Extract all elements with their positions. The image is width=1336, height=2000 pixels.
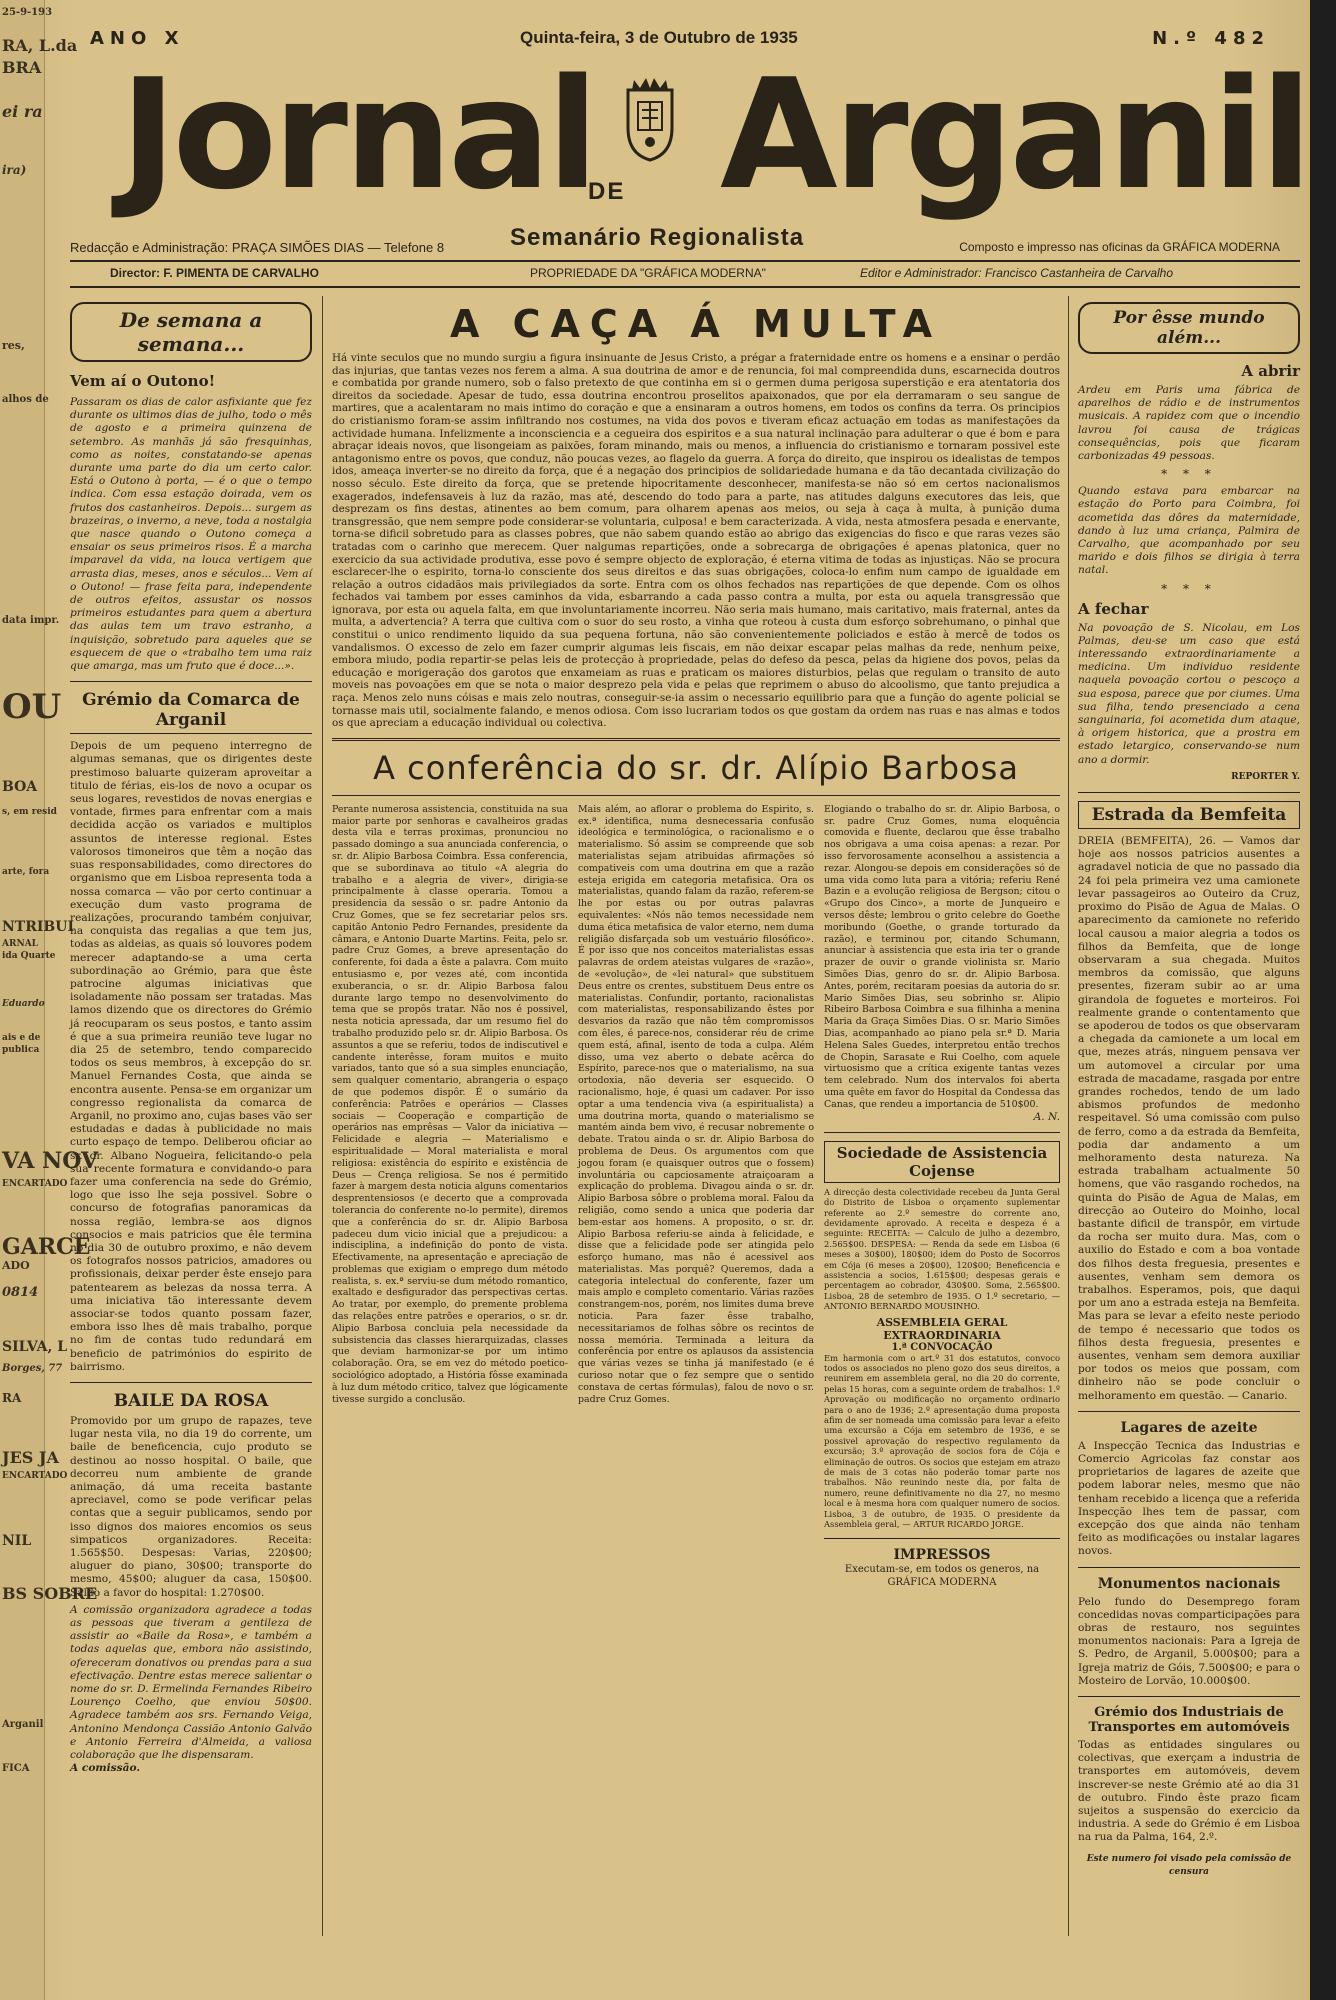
article-body-conf-1: Perante numerosa assistencia, constituida na sua maior parte por senhoras e cavalheiros gradas desta vila e terras proximas, pronunciou no passado domingo a sua anunciada conferencia, o sr. dr. Alipio Barbosa Coimbra. Essa conferencia, que se subordinava ao titulo «A alegria do trabalho e a alegria de viver», dirigia-se principalmente à classe operaria. Tomou a presidencia da sessão o sr. padre Antonio da Cruz Gomes, que se fez secretariar pelos srs. capitão Antonio Pedro Fernandes, presidente da câmara, e Antonio Duarte Martins. Feita, pelo sr. padre Cruz Gomes, a breve apresentação do conferente, foi dada a êste a palavra. Com muito entusiasmo e, por vezes até, com incontida exuberancia, o sr. dr. Alipio Barbosa falou durante largo tempo no desenvolvimento do tema que se propôs tratar. Não nos é possivel, nesta noticia apressada, dar um resumo fiel do trabalho produzido pelo sr. dr. Alipio Barbosa. Os assuntos a que se referiu, todos de indiscutivel e candente interêsse, foram muitos e muito variados, tanto que só a sua simples enunciação, sem qualquer comentario, abrangeria o espaço de que podemos dispôr. É o sumário da conferência: Patrões e operários — Classes sociais — Cooperação e compartição de operários nas emprêsas — Valor da iniciativa — Felicidade e alegria — Materialismo e espiritualidade — Moral materialista e moral religiosa: existência do espírito e existência de Deus — Crença religiosa. Se nos é permitido fazer à margem desta noticia alguns comentarios desprentensiosos (e decerto que a comprovada tolerancia do conferente no-lo permite), diremos que a conferência do sr. dr. Alipio Barbosa padeceu dum vicio inicial que a prejudicou: a indisciplina, a indefinição do ponto de vista. Efectivamente, na apresentação e apreciação de problemas que exigiam o emprego dum método realista, s. ex.ª serviu-se dum método romantico, exaltado e desfigurador das perspectivas certas. Ao tratar, por exemplo, do premente problema das relações entre patrões e operarios, o sr. dr. Alipio Barbosa concluia pela necessidade da subsistencia das classes hierarquizadas, classes que deviam harmonizar-se por um intimo colaboração. Ora, se em vez do método poetico-sociológico adoptado, a História fôsse examinada à luz dum método critico, talvez que lógicamente tivesse surgido a conclusão. xyxy=(332,803,568,1405)
article-title-abrir: A abrir xyxy=(1241,362,1300,380)
article-title-caca-multa: A CAÇA Á MULTA xyxy=(449,302,943,346)
article-title-assembleia: ASSEMBLEIA GERAL EXTRAORDINARIA xyxy=(876,1315,1008,1342)
article-body-conf-3: Elogiando o trabalho do sr. dr. Alipio Barbosa, o sr. padre Cruz Gomes, numa eloquência comovida e fluente, declarou que êsse trabalho nos obrigava a uma coisa apenas: a rezar. Por isso fervorosamente aconselhou a assistencia a rezar. Alongou-se depois em considerações só de uma vida como luta para a vitória; referiu René Bazin e a evolução religiosa de Bergson; citou o «Grupo dos Cinco», a morte de Junqueiro e versos dêste; lembrou o grito celebre do Goethe moribundo (Goethe, o grande torturado da razão), e terminou por, citando Schumann, anunciar à assistencia que esta iria ter o grande prazer de ouvir o grande violinista sr. Mario Simões Dias, genro do sr. dr. Alipio Barbosa. Antes, porém, recitaram poesias da autoria do sr. Mario Simões Dias, seu sobrinho sr. Alipio Ribeiro Barbosa Coimbra e sua filhinha a menina Maria da Graça Simões Dias. O sr. Mario Simões Dias, acompanhado ao piano pela sr.ª D. Maria Helena Sales Guedes, interpretou então trechos de Chopin, Sarasate e Rui Coelho, com aquele virtuosismo que a crítica exigente tantas vezes tem celebrado. Num dos intervalos foi aberta uma quête em favor do Hospital da Condessa das Canas, que rendeu a importancia de 510$00. xyxy=(824,803,1060,1110)
article-body-baile-thanks: A comissão organizadora agradece a todas as pessoas que tiveram a gentileza de assistir ao «Baile da Rosa», e também a todas aquelas que, embora não assistindo, ofereceram donativos ou prendas para a sua efectivação. Dentre estas merece salientar o nome do sr. D. Ermelinda Fernandes Ribeiro Lourenço Coelho, que enviou 50$00. Agradece também aos srs. Fernando Veiga, Antonino Mendonça Cassião Antonio Galvão e Antonio Ferreira d'Almeida, a valiosa colaboração que lhe dispensaram. xyxy=(70,1603,312,1762)
director-label: Director: F. PIMENTA DE CARVALHO xyxy=(110,266,319,280)
article-signature: A. N. xyxy=(1033,1110,1060,1123)
article-title-baile: BAILE DA ROSA xyxy=(113,1391,269,1412)
column-rule-2 xyxy=(1068,296,1069,1936)
binding-edge xyxy=(1310,0,1336,2000)
section-kicker-mundo: Por êsse mundo além... xyxy=(1078,302,1300,354)
masthead-subtitle: Semanário Regionalista xyxy=(510,224,805,251)
page-frame xyxy=(70,24,1309,1964)
article-body-baile: Promovido por um grupo de rapazes, teve lugar nesta vila, no dia 19 do corrente, um baile de beneficencia, cujo produto se destinou ao nosso hospital. O baile, que decorreu num ambiente de grande animação, dá uma receita bastante apreciavel, como se pode verificar pelas contas que a seguir publicamos, sendo por isso dignos dos maiores encomios os seus simpaticos organizadores. Receita: 1.565$50. Despesas: Varias, 220$00; aluguer do piano, 30$00; transporte do mesmo, 45$00; aluguer da casa, 150$00. Saldo a favor do hospital: 1.270$00. xyxy=(70,1415,312,1599)
article-body-caca-multa: Há vinte seculos que no mundo surgiu a figura insinuante de Jesus Cristo, a prégar a fraternidade entre os homens e a ensinar o perdão das injurias, que tantas vezes nos ferem a alma. A sua doutrina de amor e de renuncia, foi mal compreendida duns, escarnecida doutros e combatida por grande numero, sob o falso pretexto de que continha em si o germen duma perigosa superstição e era atentatoria dos direitos da sociedade. Apesar de tudo, essa doutrina encontrou proselitos apaixonados, que por ela derramaram o seu sangue de martires, que a acalentaram no mais intimo do coração e que a ensinaram a outros homens, em todos os confins da terra. Os principios do cristianismo foram-se assim infiltrando nos costumes, na vida dos povos e tiveram eficaz actuação em todas as manifestações da actividade humana. Infelizmente a inconsciencia e a cegueira dos espiritos e a sua natural inclinação para adulterar o que é bom e para abraçar ideais novos, que lisongeiam as paixões, foram minando, mais ou menos, a influencia do cristianismo e tornaram possivel este antagonismo entre os povos, que conduz, não poucas vezes, ao flagelo da guerra. A força do direito, que inspirou os idealistas de tempos idos, ameaça inverter-se no direito da força, que é a negação dos principios de solidariedade humana e da tão decantada civilização do nosso século. Este direito da força, que se pretende hipocritamente desconhecer, manifesta-se não só em certos nacionalismos exagerados, indefensaveis à luz da razão, mas até, descendo do todo para a parte, nas atitudes dalguns executores das leis, que desprezam os fins destas, atinentes ao bem comum, para olharem apenas aos meios, ou seja à caça à multa, à punição duma transgressão, que nem sempre pode considerar-se voluntaria, culposa! e bem caracterizada. A vida, nesta atmosfera pesada e enervante, torna-se dificil sobretudo para as classes pobres, que não sabem quando estão ao abrigo das exigencias do fisco e que raras vezes são tratadas com o carinho que merecem. Quer nalgumas repartições, onde a sobrecarga de obrigações é apenas platonica, quer no exercicio da sua actividade produtiva, esse povo é sempre objecto de exploração, é eterna vitima de todas as injustiças. Não se procura esclarecer-lhe o espirito, torna-lo consciente dos seus direitos e das suas obrigações, coloca-lo enfim num campo de igualdade em relação a outros cidadãos mais privilegiados da sorte. Entra com os olhos fechados nas repartições de que depende. Com os olhos fechados vai tambem por esses caminhos da vida, esbarrando a cada passo contra a multa, por esta ou aquela transgressão que ignorava, por esta ou aquela falta, em que involuntariamente incorreu. Não seria mais humano, mais caritativo, mais fraternal, antes da multa, a advertencia? A terra que cultiva com o suor do seu rosto, a vinha que roteou à custa dum esforço sobrehumano, o pinhal que constitui o unico rendimento liquido da sua pequena fortuna, não são convenientemente policiados e estão à mercê de todos os vandalismos. O excesso de zelo em fazer cumprir algumas leis fiscais, em não deixar escapar pelas malhas da rede, nenhum peixe, embora miudo, podia repartir-se pelas leis de protecção à propriedade, pelas do defeso da pesca, pelas da higiene dos povos, pelas da educação e morigeração dos garotos que enxameiam as ruas e praticam os maiores disturbios, pelas que regulam o transito de auto moveis nas povoações em que se nota o maior desprezo pela vida e pelas que reprimem o abuso do alcoolismo, que tanto prejudica a raça. Menos zelo nuns cóisas e mais zelo noutras, conseguir-se-ia assim o necessario equilibrio para que a função do agente policial se tornasse mais util, socialmente falando, e menos odiosa. Com isso lucrariam todos os que gostam da ordem nas ruas e nas almas e todos os que apreciam a educação individual ou colectiva. xyxy=(332,352,1060,730)
separator xyxy=(332,795,1060,796)
article-title-outono: Vem aí o Outono! xyxy=(70,372,216,390)
article-title-fechar: A fechar xyxy=(1078,599,1149,618)
redaction-address: Redacção e Administração: PRAÇA SIMÕES DIAS — Telefone 8 xyxy=(70,240,445,255)
article-body-abrir-1: Ardeu em Paris uma fábrica de aparelhos de rádio e de instrumentos musicais. A rapidez com que o incendio lavrou foi causa de trágicas consequências, pois que ficaram carbonizadas 49 pessoas. xyxy=(1078,384,1300,463)
article-body-monumentos: Pelo fundo do Desemprego foram concedidas novas comparticipações para obras de restauro, nos seguintes monumentos nacionais: Para a Igreja de S. Pedro, de Arganil, 5.000$00; para a Igreja matriz de Góis, 7.500$00; e para o Mosteiro de Lorvão, 10.000$00. xyxy=(1078,1595,1300,1687)
masthead-word-de: DE xyxy=(588,178,626,205)
conferencia-col-2 xyxy=(578,804,814,1589)
masthead-word-arganil: Arganil xyxy=(720,46,1309,223)
date-label: Quinta-feira, 3 de Outubro de 1935 xyxy=(520,28,798,47)
article-body-cojense: A direcção desta colectividade recebeu da Junta Geral do Distrito de Lisboa o orçamento suplementar referente ao 2.º semestre do corrente ano, devidamente aprovado. A receita e despeza é a seguinte: RECEITA: — Calculo de julho a dezembro, 2.565$00. DESPESA: — Renda da sede em Lisboa (6 meses a 30$00), 180$00; idem do Posto de Socorros em Cója (6 meses a 20$00), 120$00; Beneficencia e assistencia a socios, 1.615$00; despesas gerais e percentagem ao cobrador, 430$00. Soma, 2.565$00. Lisboa, 28 de setembro de 1935. O 1.º secretario, — ANTONIO BERNARDO MOUSINHO. xyxy=(824,1186,1060,1312)
article-title-cojense: Sociedade de Assistencia Cojense xyxy=(824,1141,1060,1183)
header-rule-bottom xyxy=(70,286,1300,288)
masthead-word-jornal: Jornal xyxy=(120,46,595,223)
article-body-abrir-2: Quando estava para embarcar na estação do Porto para Coimbra, foi acometida das dôres da maternidade, dando à luz uma criança, Palmira de Carvalho, que acompanhado por seu marido e dois filhos se dirigia à terra natal. xyxy=(1078,485,1300,577)
separator xyxy=(824,1538,1060,1539)
center-column xyxy=(332,296,1060,1589)
property-label: PROPRIEDADE DA "GRÁFICA MODERNA" xyxy=(530,266,766,280)
year-label: ANO X xyxy=(90,28,185,49)
article-signature: REPORTER Y. xyxy=(1231,771,1300,782)
article-title-transportes: Grémio dos Industriais de Transportes em automóveis xyxy=(1088,1705,1290,1736)
article-body-bemfeita: DREIA (BEMFEITA), 26. — Vamos dar hoje aos nossos patricios ausentes a agradavel noticia de que no passado dia 24 foi pela primeira vez uma camionete levar passageiros ao Outeiro da Cruz, proximo do Pisão de Agua de Malas. O aparecimento da camionete no referido local causou a maior alegria a todos os filhos da Bemfeita, que de longe observaram a sua chegada. Muitos membros da comissão, que alguns presentes, fizeram subir ao ar uma girandola de foguetes e morteiros. Foi realmente grande o contentamento que se apoderou de todos os que observaram a chegada da camionete a um local em que, mezes atrás, ninguem pensava ver um automovel a circular por uma estrada de macadame, rasgada por entre grandes rochedos, tendo de um lado abismos profundos de medonho respeitavel. Só uma comissão com pulso de ferro, como a da estrada da Bemfeita, podia dar andamento a um melhoramento desta natureza. Na estrada trabalham actualmente 50 homens, que vão rasgando rochedos, na quinta do Pisão de Agua de Malas, em direcção ao Outeiro do Moinho, local bastante dificil de transpôr, em virtude da rocha ser muito dura. Mas, com o auxilio do Estado e com a boa vontade dos filhos desta freguesia, presentes e ausentes, venham sem demora os trabalhos. Esperamos, pois, que daqui por um ano a estrada esteja na Bemfeita. Mas para se levar a efeito neste periodo de tempo é necessario que todos os filhos desta freguesia, presentes e ausentes, venham sem demora auxiliar por todos os meios que possam, com dinheiro não se pode concluir o melhoramento em questão. — Canario. xyxy=(1078,835,1300,1402)
censorship-note: Este numero foi visado pela comissão de censura xyxy=(1086,1853,1292,1877)
issue-number: N.º 482 xyxy=(1152,28,1270,49)
adjacent-page-strip: 25-9-193 RA, L.da BRA ei ra ira) res, alhos de data impr. OU BOA s, em resid arte, fora NTRIBUI ARNAL ida Quarte Eduardo ais e de publica VA NOV ENCARTADO GARCE ADO 0814 SILVA, L Borges, 77 RA JES JA ENCARTADO NIL BS SOBRE Arganil FICA xyxy=(0,0,45,2000)
article-body-fechar: Na povoação de S. Nicolau, em Los Palmas, deu-se um caso que está interessando extraordinariamente a medicina. Um individuo residente naquela povoação cortou o pescoço a sua esposa, parece que por ciumes. Uma sua filha, tendo presenciado a cena sanguinaria, foi acometida dum ataque, à origem historica, que a prostra em estado letargico, conservando-se num ano a dormir. xyxy=(1078,621,1300,766)
article-title-gremio: Grémio da Comarca de Arganil xyxy=(70,690,312,734)
column-rule-1 xyxy=(322,296,323,1936)
article-body-conf-2: Mais além, ao aflorar o problema do Espirito, s. ex.ª identifica, numa desnecessaria confusão ideológica e terminológica, o racionalismo e o materialismo. Só assim se compreende que sob materialistas sejam atribuidas afirmações só compativeis com uma doutrina em que a razão esteja erigida em categoria metafisica. Ora os materialistas, quando falam da razão, referem-se lhe por estas ou por outras palavras equivalentes: «Nós não temos necessidade nem duma ética metafisica de valor eterno, nem duma religião disfarçada sob um vestuário filosófico». É por isso que nos conceitos materialistas essas palavras de ordem ateistas vulgares de «razão», de «evolução», de «lei natural» que substituem Deus entre os crentes, substituem Deus entre os materialistas. Confundir, portanto, racionalistas com materialistas, responsabilizando êstes por desvarios da razão que não têm compromissos com êles, é parece-nos, considerar réu de crime quem está, afinal, isento de toda a culpa. Além disso, uma vez aberto o debate acêrca do Espírito, parece-nos que o materialismo, na sua ortodoxia, não deveria ser esquecido. O racionalismo, hoje, é quasi um cadaver. Por isso optar a uma tendencia viva (a espiritualista) a uma doutrina morta, quando o materialismo se mantém ainda bem vivo, é recusar nobremente o debate. Tratou ainda o sr. dr. Alipio Barbosa do problema de Deus. Os argumentos com que jogou foram (e quaisquer outros que o fossem) involuntária ou capciosamente atraiçoaram a explicação do problema. Divagou ainda o sr. dr. Alipio Barbosa sôbre o problema moral. Falou da religião, como sendo a unica que poderia dar bem-estar aos homens. A proposito, o sr. dr. Alipio Barbosa referiu-se ainda à felicidade, e disse que a felicidade pode ser atingida pelo esforço humano, mas não é acessivel aos materialistas. Mas porquê? Queremos, dada a categoria intelectual do conferente, fazer um mais amplo e completo comentario. Várias razões constrangem-nos, porém, nos limites duma breve noticia. Para fazer êsse trabalho, necessitariamos de folhas sôbre os recintos de nossa memória. Terminada a leitura da conferência por entre os aplausos da assistencia que várias vezes se tinha já manifestado (e é curioso notar que o fez sempre que o sentido constava de certas fórmulas), falou de novo o sr. padre Cruz Gomes. xyxy=(578,803,814,1405)
printer-notice: Composto e impresso nas oficinas da GRÁFICA MODERNA xyxy=(959,240,1280,254)
conferencia-columns xyxy=(332,804,1060,1589)
conferencia-col-3 xyxy=(824,804,1060,1589)
article-signature: A comissão. xyxy=(70,1762,141,1775)
conferencia-col-1 xyxy=(332,804,568,1589)
separator xyxy=(1078,1411,1300,1412)
article-body-impressos: Executam-se, em todos os generos, na GRÁFICA MODERNA xyxy=(844,1563,1040,1588)
masthead xyxy=(120,46,1309,223)
article-subtitle-convocacao: 1.ª CONVOCAÇÃO xyxy=(891,1341,993,1353)
editor-label: Editor e Administrador: Francisco Castanheira de Carvalho xyxy=(860,266,1174,280)
article-title-conferencia: A conferência do sr. dr. Alípio Barbosa xyxy=(373,748,1019,787)
separator xyxy=(70,681,312,682)
director-row xyxy=(70,262,1300,284)
article-title-lagares: Lagares de azeite xyxy=(1120,1419,1258,1436)
article-title-impressos: IMPRESSOS xyxy=(893,1546,991,1563)
article-title-monumentos: Monumentos nacionais xyxy=(1097,1575,1281,1592)
article-body-transportes: Todas as entidades singulares ou colectivas, que exerçam a industria de transportes em automóveis, devem inscrever-se neste Grémio até ao dia 31 de outubro. Findo êste prazo ficam sujeitos a suspensão do exercicio da industria. A sede do Grémio é em Lisboa na rua da Palma, 164, 2.º. xyxy=(1078,1739,1300,1844)
article-body-outono: Passaram os dias de calor asfixiante que fez durante os ultimos dias de julho, todo o mês de agosto e a primeira quinzena de setembro. As manhãs já são fresquinhas, como as noites, constatando-se apenas durante uma parte do dia um certo calor. Está o Outono à porta, — é o que o tempo indica. Com essa estação doirada, vem os frutos dos castanheiros. Depois... surgem as brazeiras, o inverno, a neve, toda a nostalgia que nasce quando o Outono começa a ensaiar os seus primeiros risos. É a marcha imparavel da vida, na louca vertigem que arrasta dias, meses, anos e séculos... Vem aí o Outono! — frase feita para, independente de outros efeitos, assustar os nossos primeiros estudantes para quem a abertura das aulas tem um travo estranho, a inquisição, sobretudo para aqueles que se esquecem de que o «trabalho tem uma raiz que amarga, mas um fruto que é doce...». xyxy=(70,396,312,673)
section-kicker-semana: De semana a semana... xyxy=(70,302,312,362)
right-column: Por êsse mundo além... A abrir Ardeu em Paris uma fábrica de aparelhos de rádio e de instrumentos musicais. A rapidez com que o incendio lavrou foi causa de trágicas consequências, pois que ficaram carbonizadas 49 pessoas. * * * Quando estava para embarcar na estação do Porto para Coimbra, foi acometida das dôres da maternidade, dando à luz uma criança, Palmira de Carvalho, que acompanhado por seu marido e dois filhos se dirigia à terra natal. * * * A fechar Na povoação de S. Nicolau, em Los Palmas, deu-se um caso que está interessando extraordinariamente a medicina. Um individuo residente naquela povoação cortou o pescoço a sua esposa, parece que por ciumes. Uma sua filha, tendo presenciado a cena sanguinaria, foi acometida dum ataque, à origem historica, que a prostra em estado letargico, conservando-se num ano a dormir. REPORTER Y. Estrada da Bemfeita DREIA (BEMFEITA), 26. — Vamos dar hoje aos nossos patricios ausentes a agradavel noticia de que no passado dia 24 foi pela primeira vez uma camionete levar passageiros ao Outeiro da Cruz, proximo do Pisão de Agua de Malas. O aparecimento da camionete no referido local causou a maior alegria a todos os filhos da Bemfeita, que de longe observaram a sua chegada. Muitos membros da comissão, que alguns presentes, fizeram subir ao ar uma girandola de foguetes e morteiros. Foi realmente grande o contentamento que se apoderou de todos os que observaram a chegada da camionete a um local em que, mezes atrás, ninguem pensava ver um automovel a circular por uma estrada de macadame, rasgada por entre grandes rochedos, tendo de um lado abismos profundos de medonho respeitavel. Só uma comissão com pulso de ferro, como a da estrada da Bemfeita, podia dar andamento a um melhoramento desta natureza. Na estrada trabalham actualmente 50 homens, que vão rasgando rochedos, na quinta do Pisão de Agua de Malas, em direcção ao Outeiro do Moinho, local bastante dificil de transpôr, em virtude da rocha ser muito dura. Mas, com o auxilio do Estado e com a boa vontade dos filhos desta freguesia, presentes e ausentes, venham sem demora os trabalhos. Esperamos, pois, que daqui por um ano a estrada esteja na Bemfeita. Mas para se levar a efeito neste periodo de tempo é necessario que todos os filhos desta freguesia, presentes e ausentes, venham sem demora auxiliar por todos os meios que possam, com dinheiro não se pode concluir o melhoramento em questão. — Canario. Lagares de azeite A Inspecção Tecnica das Industrias e Comercio Agricolas faz constar aos proprietarios de lagares de azeite que podem laborar neles, mesmo que não tenham recebido a licença que a referida Inspecção lhes tem de passar, com excepção dos que ainda não tenham feito as modificações ou instalar lagares novos. Monumentos nacionais Pelo fundo do Desemprego foram concedidas novas comparticipações para obras de restauro, nos seguintes monumentos nacionais: Para a Igreja de S. Pedro, de Arganil, 5.000$00; para a Igreja matriz de Góis, 7.500$00; e para o Mosteiro de Lorvão, 10.000$00. Grémio dos Industriais de Transportes em automóveis Todas as entidades singulares ou colectivas, que exerçam a industria de transportes em automóveis, devem inscrever-se neste Grémio até ao dia 31 de outubro. Findo êste prazo ficam sujeitos a suspensão do exercicio da industria. A sede do Grémio é em Lisboa na rua da Palma, 164, 2.º. Este numero foi visado pela comissão de censura xyxy=(1078,296,1300,1879)
separator xyxy=(1078,792,1300,793)
coat-of-arms-icon xyxy=(620,76,680,162)
separator xyxy=(332,738,1060,741)
article-body-assembleia: Em harmonia com o art.º 31 dos estatutos, convoco todos os associados no pleno gozo dos seus direitos, a reunirem em assembleia geral, no dia 20 do corrente, pelas 15 horas, com a seguinte ordem de trabalhos: 1.º Aprovação ou modificação no orçamento ordinario para o ano de 1936; 2.º apresentação duma proposta afim de ser nomeada uma comissão para levar a efeito uma excursão a Cója em setembro de 1936, e se possivel aprovação do respectivo regulamento da excursão; 3.º aprovação de socios fora de Cója e eliminação de outros. Os socios que estejam em atrazo de mais de 3 cotas não poderão tomar parte nos trabalhos. Não reunindo neste dia, por falta de numero, reune definitivamente no dia 27, no mesmo local e à mesma hora com qualquer numero de socios. Lisboa, 3 de outubro, de 1935. O presidente da Assembleia geral, — ARTUR RICARDO JORGE. xyxy=(824,1352,1060,1530)
left-column xyxy=(70,296,312,1776)
separator xyxy=(1078,1567,1300,1568)
article-title-bemfeita: Estrada da Bemfeita xyxy=(1078,801,1300,829)
separator xyxy=(824,1132,1060,1133)
separator xyxy=(70,1382,312,1383)
article-body-lagares: A Inspecção Tecnica das Industrias e Comercio Agricolas faz constar aos proprietarios de lagares de azeite que podem laborar neles, mesmo que não tenham recebido a licença que a referida Inspecção lhes tem de passar, com excepção dos que ainda não tenham feito as modificações ou instalar lagares novos. xyxy=(1078,1439,1300,1558)
article-body-gremio: Depois de um pequeno interregno de algumas semanas, que os dirigentes deste prestimoso baluarte quizeram aproveitar a titulo de férias, eis-los de novo a ocupar os seus logares, revestidos de novas energias e vontade, firmes para enfrentar com a mais decidida acção os variados e multiplos assuntos de interesse regional. Estes valorosos timoneiros que têm a noção das suas responsabilidades, como directores do organismo que em Lisboa representa toda a nossa comarca — vão por certo continuar a execução dum vasto programa de realizações, procurando também conjuivar, na conquista das regalias a que tem jus, todas as aldeias, as quais só louvores podem merecer adaptando-se a uma certa subordinação ao Grémio, para que êste patrocine algumas iniciativas que isoladamente não possam ser tratadas. Mas lamos dizendo que os directores do Grémio já reocuparam os seus postos, e tanto assim é que a sua primeira reunião teve lugar no dia 25 de setembro, tendo comparecido todos os seus membros, à excepção do sr. Manuel Fernandes Costa, que ainda se encontra ausente. Pensa-se em organizar um congresso regionalista da comarca de Arganil, no proximo ano, cujas bases vão ser estudadas e dadas à publicidade no mais curto espaço de tempo. Deliberou oficiar ao sr. dr. Albano Nogueira, felicitando-o pela sua recente formatura e convidando-o para fazer uma conferencia na sede do Grémio, logo que isso lhe seja possivel. Sobre o concurso de fotografias panoramicas da nossa região, lembra-se aos dignos consocios e mais patricios que êle termina no dia 30 de outubro proximo, e não devem os fotografos nossos patricios, amadores ou profissionais, deixar perder êste ensejo para patentearem as belezas da nossa terra. A uma iniciativa tão interessante devem associar-se todos quanto possam fazer, embora isso lhes dê mais trabalho, porque no fim de contas tudo redundará em beneficio de patrimónios do espirito de bairrismo. xyxy=(70,740,312,1373)
separator xyxy=(1078,1696,1300,1697)
